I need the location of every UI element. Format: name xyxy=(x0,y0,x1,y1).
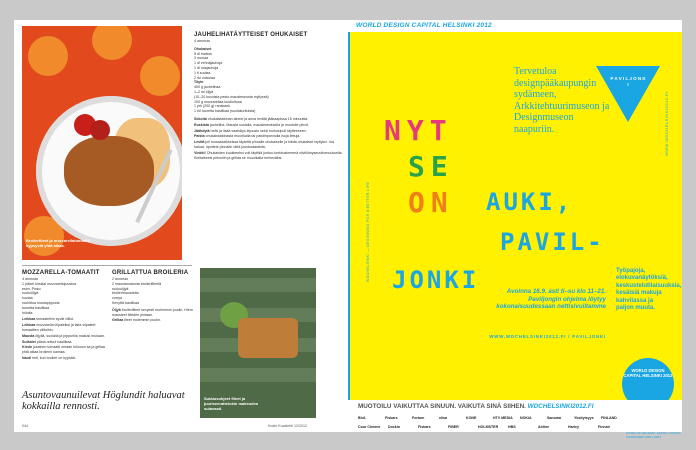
recipe-step-key: Sulkalet xyxy=(22,339,37,344)
recipe-broiler xyxy=(112,270,196,324)
recipe-step xyxy=(194,129,344,134)
recipe-step xyxy=(22,323,106,333)
ad-panel xyxy=(348,32,682,424)
sponsor-logo: NOKIA xyxy=(520,416,532,420)
motto-url[interactable]: WDCHELSINKI2012.FI xyxy=(527,403,594,410)
recipe-step-text: öljyllä, suolalla ja pippurilla makusi mukaan. xyxy=(35,333,105,338)
recipe-step xyxy=(194,117,344,122)
cities-note: CITIES OF HELSINKI, ESPOO, VANTAA, KAUNIAINEN AND LAHTI xyxy=(626,431,682,439)
mozz-steps xyxy=(22,317,106,360)
photo-caption: Broilerfileet ja mozzarellatomaatit kypsyvät yhtä aikaa. xyxy=(26,238,90,248)
sponsor-logo: Cour Chemie xyxy=(358,425,381,429)
ingredient-item: 1 prk (200 g) ranskank. xyxy=(194,104,231,109)
ingredient-item: 1 dl ruisjauhoja xyxy=(194,65,219,70)
workshops-text: Työpajoja, elokuvanäytöksiä, keskustelutilaisuuksia, kesäisiä makuja kahvilassa ja paljon muuta. xyxy=(616,268,682,312)
recipe-step-key: Jäähdytä xyxy=(194,128,211,133)
recipe-step-key: Paista xyxy=(194,134,206,139)
ingredient-item: Kevyttä basilikaa xyxy=(112,300,139,305)
sponsor-logo: KONE xyxy=(466,416,477,420)
paviljonki-url[interactable]: WWW.WDCHELSINKI2012.FI / PAVILJONKI xyxy=(489,334,606,339)
recipe-main-subhead: Ohukaiset xyxy=(194,46,212,51)
recipe-step-key: Sekoita xyxy=(194,116,208,121)
side-tagline-vertical: WDCHELSINKI — DESIGNING FOR A BETTER LIFE xyxy=(366,181,370,282)
sponsor-logos-row-1 xyxy=(358,416,628,422)
left-page xyxy=(14,20,348,432)
recipe-step-text: pästa reiluut basilikaa. xyxy=(36,339,73,344)
recipe-step xyxy=(22,356,106,361)
headline-auki: AUKI, xyxy=(486,188,574,216)
ingredient-item: suolaa xyxy=(22,296,33,301)
sponsor-logo: Fiskars xyxy=(385,416,398,420)
recipe-broiler-title: GRILLATTUA BROILERIA xyxy=(112,270,189,276)
triangle-logo-text: P A V I L J O N K I xyxy=(610,76,646,87)
sponsor-logo: elisa xyxy=(439,416,447,420)
recipe-step-key: Leikkaa xyxy=(22,317,37,322)
recipe-step xyxy=(112,318,196,323)
sponsor-logo: Airline xyxy=(538,425,550,429)
recipe-step-text: mozzarella viipaleiksi ja laita viipaleet tomaattien viiltoihin. xyxy=(22,323,96,332)
ingredient-item: ruokoöljyä xyxy=(112,286,129,291)
recipe-step-key: Nauti xyxy=(22,355,32,360)
ingredient-item: esim. Pinko xyxy=(22,286,41,291)
headline-nyt: NYT xyxy=(384,114,453,147)
food-photo-plate xyxy=(22,26,182,260)
recipe-step-key: Ruskista xyxy=(194,122,210,127)
sponsor-logo: FINLAND xyxy=(601,416,617,420)
recipe-broiler-servings: 2 annosta xyxy=(112,277,128,281)
ingredient-item: 3 munaa xyxy=(194,56,208,61)
grill-caption: Sulatusohjeet fileet ja juuriseerattelokin makeuden sulavasti. xyxy=(204,396,259,411)
ingredient-item: folioita xyxy=(22,310,33,315)
recipe-step-key: Öljyä xyxy=(112,307,122,312)
recipe-step-text: broilerifileet kevyesti molemmin puolin. Hiero mausteet fileiden pintaan. xyxy=(112,307,193,317)
page-number: 044 xyxy=(22,424,28,428)
recipe-step xyxy=(22,317,106,322)
motto xyxy=(358,403,593,410)
pull-quote: Asuntovaunuilevat Höglundit haluavat kokkailla rennosti. xyxy=(22,390,185,412)
recipe-step-key: Levitä xyxy=(194,140,206,145)
recipe-step-text: ohukaistaikinan aineet ja anna levätä jääkaapissa 15 minuuttia. xyxy=(207,116,309,121)
food-photo-grill xyxy=(200,268,316,418)
sponsor-logos-row-2 xyxy=(358,425,628,431)
recipe-step-text: jokainen tomaatti omaan foliooon sa ja grillaa yhtä aikaa broilerin kanssa. xyxy=(22,345,105,355)
sponsor-logo: Blu1 xyxy=(358,416,366,420)
recipe-step xyxy=(194,140,344,150)
recipe-main-subhead-2: Täyte xyxy=(194,80,204,85)
sponsor-logo: Fiskars xyxy=(418,425,431,429)
broiler-ingredients xyxy=(112,282,196,306)
motto-text: MUOTOILU VAIKUTTAA SINUUN. VAIKUTA SINÄ SIIHEN. xyxy=(358,403,526,410)
wdc-circle-text: WORLD DESIGN CAPITAL HELSINKI 2012 xyxy=(623,368,673,378)
sponsor-logo: Dockin xyxy=(388,425,400,429)
ingredient-list-1 xyxy=(194,52,344,81)
recipe-mozz-title: MOZZARELLA-TOMAATIT xyxy=(22,270,100,276)
recipe-step xyxy=(22,345,106,355)
ingredient-item: 1 tl suolaa xyxy=(194,70,211,75)
recipe-mozz-servings: 4 annosta xyxy=(22,277,38,281)
ingredient-item: ruokoöljyä xyxy=(22,291,39,296)
ingredient-list-2 xyxy=(194,85,344,114)
ingredient-item: (10–20 kovoista pesto-mausteseosta myllyssä) xyxy=(194,94,269,99)
recipe-step-text: jauheliha. Mausta suolalla, mausteseoksella ja muotoile pihvit. xyxy=(209,122,309,127)
ingredient-item: 1 rkl tuoretta basilikaa (suolakurkuista) xyxy=(194,109,256,114)
ingredient-item: 2 maustamatonta broilerifileetä xyxy=(112,281,162,286)
recipe-step-key: Leikkaa xyxy=(22,323,37,328)
recipe-step-key: Grillaa xyxy=(112,318,125,323)
ingredient-item: tuoretta basilikaa xyxy=(22,305,50,310)
right-page xyxy=(348,20,682,439)
side-url-vertical: WWW.WDCHELSINKI2012.FI xyxy=(664,91,669,156)
sponsor-logo: HBS xyxy=(508,425,516,429)
recipe-mozz xyxy=(22,270,106,362)
ingredient-item: 400 g jauhelihaa xyxy=(194,85,221,90)
welcome-text: Tervetuloa designpääkaupungin sydämeen, Arkkitehtuurimuseon ja Designmuseon naapuriin. xyxy=(514,66,610,135)
ingredient-item: 100 g mozzarellaa kuutioituna xyxy=(194,99,242,104)
broiler-steps xyxy=(112,308,196,323)
magazine-folio: Kodin Kuvalehti 12/2012 xyxy=(268,424,307,428)
recipe-step xyxy=(194,134,344,139)
sponsor-logo: HOLMSTER xyxy=(478,425,499,429)
ingredient-item: broilerimaustetta xyxy=(112,291,139,296)
recipe-step xyxy=(194,123,344,128)
recipe-main-servings: 4 annosta xyxy=(194,39,210,43)
recipe-step xyxy=(194,151,344,161)
recipe-step-text: joil runsaskaikkeissa täytettä pinnalle ohukaiselle ja kieda ohukaiset myllyksi. Jos haluat, ripottele pinnalle vielä juustoraasteita. xyxy=(194,140,335,149)
headline-pavil: PAVIL- xyxy=(500,228,605,256)
recipe-main-title: JAUHELIHATÄYTTEISET OHUKAISET xyxy=(194,32,308,38)
sponsor-logo: Fortum xyxy=(412,416,425,420)
ingredient-item: 1 dl vehnäjauhoja xyxy=(194,61,223,66)
recipe-step-text: heti, kun broileri on kypsää. xyxy=(31,355,76,360)
ingredient-item: 2 rkl voisulaa xyxy=(194,75,215,80)
paviljonki-triangle-logo xyxy=(596,66,660,122)
recipe-step-text: ohukaistaikinasta muurikalla tai paistinpannulla isoja lettuja. xyxy=(205,134,301,139)
sponsor-logo: FIBER xyxy=(448,425,459,429)
recipe-step-key: Mausta xyxy=(22,333,36,338)
recipe-step xyxy=(112,308,196,318)
recipe-step xyxy=(22,334,106,339)
ingredient-item: rouhittua mustapippuria xyxy=(22,300,60,305)
wdc-header: WORLD DESIGN CAPITAL HELSINKI 2012 xyxy=(356,22,492,29)
recipe-main-steps xyxy=(194,117,344,160)
ingredient-item: 5 dl maitoa xyxy=(194,51,212,56)
headline-se: SE xyxy=(408,150,454,183)
recipe-step-text: hetki ja lisää vaahdtys lejuusto sekä ruohosipuli täytteeseen. xyxy=(210,128,307,133)
sponsor-logo: Yksityisyys xyxy=(574,416,594,420)
recipe-step xyxy=(22,340,106,345)
sponsor-logo: Sanoma xyxy=(547,416,561,420)
ingredient-item: 1–2 rkl öljyä xyxy=(194,89,214,94)
headline-on: ON xyxy=(408,186,454,219)
sponsor-logo: Harley xyxy=(568,425,579,429)
ingredient-item: 1 pikkel kirsikal mozzarellojuustoa xyxy=(22,281,77,286)
headline-jonki: JONKI xyxy=(392,266,480,294)
recipe-step-text: tomaateihin syvät viillot. xyxy=(36,317,75,322)
opening-hours: Avoinna 16.9. asti ti–su klo 11–21. Paviljongin ohjelma löytyy kokonaisuudessaan nettisivuiltamme xyxy=(496,288,606,311)
recipe-step-key: Kiedo xyxy=(22,345,33,350)
ingredient-item: currya xyxy=(112,296,122,301)
mozz-ingredients xyxy=(22,282,106,316)
recipe-step-text: fileet molemmin puolin. xyxy=(124,318,161,323)
sponsor-logo: Finnair xyxy=(598,425,610,429)
recipe-main xyxy=(194,32,344,161)
recipe-step-key: Vinkki! xyxy=(194,150,207,155)
sponsor-logo: HTV MEDIA xyxy=(493,416,513,420)
recipe-step-text: Ohukaisten kuukkeeksi voit täyttää juntoo-kerkkusiemenä siivilöimyseuuttomuuksella. Kieltalseesi pekoniin ja grillaa se muurikalla meheväksi. xyxy=(194,150,343,160)
